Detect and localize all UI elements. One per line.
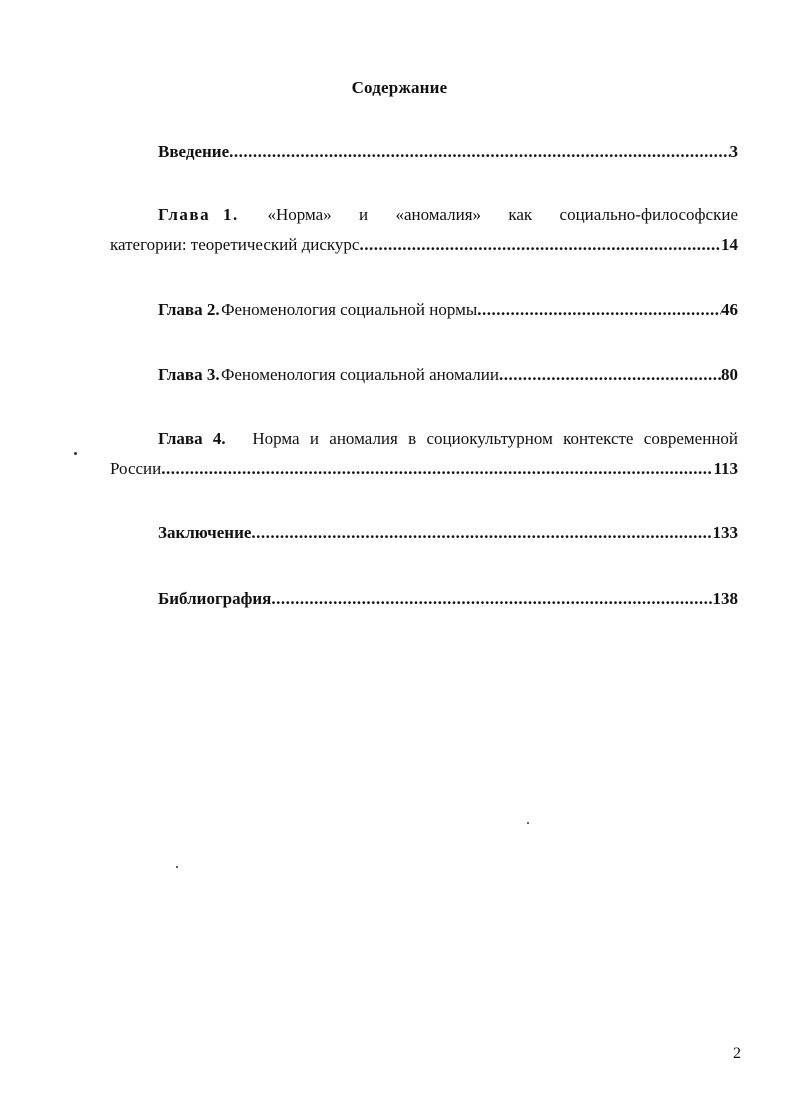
toc-bibliography-label: Библиография: [158, 589, 272, 608]
page-number: 2: [733, 1045, 741, 1062]
toc-ch2-text: Феноменология социальной нормы: [221, 300, 478, 319]
toc-ch1-text-line2: категории: теоретический дискурс: [110, 235, 360, 254]
dot-leader: [271, 584, 712, 614]
toc-ch4-text-line1: Норма и аномалия в социокультурном контексте современной: [252, 429, 739, 448]
toc-ch1-page: 14: [721, 235, 738, 254]
toc-ch4-head: Глава 4.: [158, 429, 226, 448]
toc-ch4-line2: [110, 454, 738, 484]
dot-leader: [161, 454, 713, 484]
toc-bibliography-page: 138: [712, 589, 738, 608]
toc-conclusion-label: Заключение: [158, 523, 252, 542]
toc-intro-page: 3: [729, 142, 738, 161]
toc-ch4-line1: [110, 424, 738, 454]
toc-entry-conclusion: [110, 518, 738, 548]
toc-ch3-text: Феноменология социальной аномалии: [220, 365, 499, 384]
toc-conclusion-page: 133: [712, 523, 738, 542]
dot-leader: [251, 518, 712, 548]
toc-ch4-page: 113: [713, 459, 738, 478]
toc-entry-chapter-4: [110, 424, 738, 484]
dot-leader: [229, 137, 729, 167]
toc-ch3-page: 80: [721, 365, 738, 384]
toc-entry-chapter-1: [110, 200, 738, 260]
scan-speck: [176, 866, 178, 868]
toc-ch1-line2: [110, 230, 738, 260]
dot-leader: [359, 230, 721, 260]
dot-leader: [477, 295, 721, 325]
dot-leader: [499, 360, 721, 390]
toc-ch1-line1: [110, 200, 738, 230]
page-title: Содержание: [351, 78, 448, 97]
toc-entry-chapter-3: [110, 360, 738, 390]
toc-ch4-text-line2: России: [110, 459, 162, 478]
toc-ch1-head: Глава 1.: [158, 205, 239, 224]
toc-entry-intro: [110, 137, 738, 167]
toc-ch1-text-line1: «Норма» и «аномалия» как социально-философские: [267, 205, 738, 224]
toc-intro-label: Введение: [158, 142, 230, 161]
toc-ch2-head: Глава 2.: [158, 300, 220, 319]
scan-speck: [74, 452, 77, 455]
scan-speck: [527, 822, 529, 824]
toc-ch3-head: Глава 3.: [158, 365, 220, 384]
toc-ch2-page: 46: [721, 300, 738, 319]
toc-entry-bibliography: [110, 584, 738, 614]
toc-entry-chapter-2: [110, 295, 738, 325]
